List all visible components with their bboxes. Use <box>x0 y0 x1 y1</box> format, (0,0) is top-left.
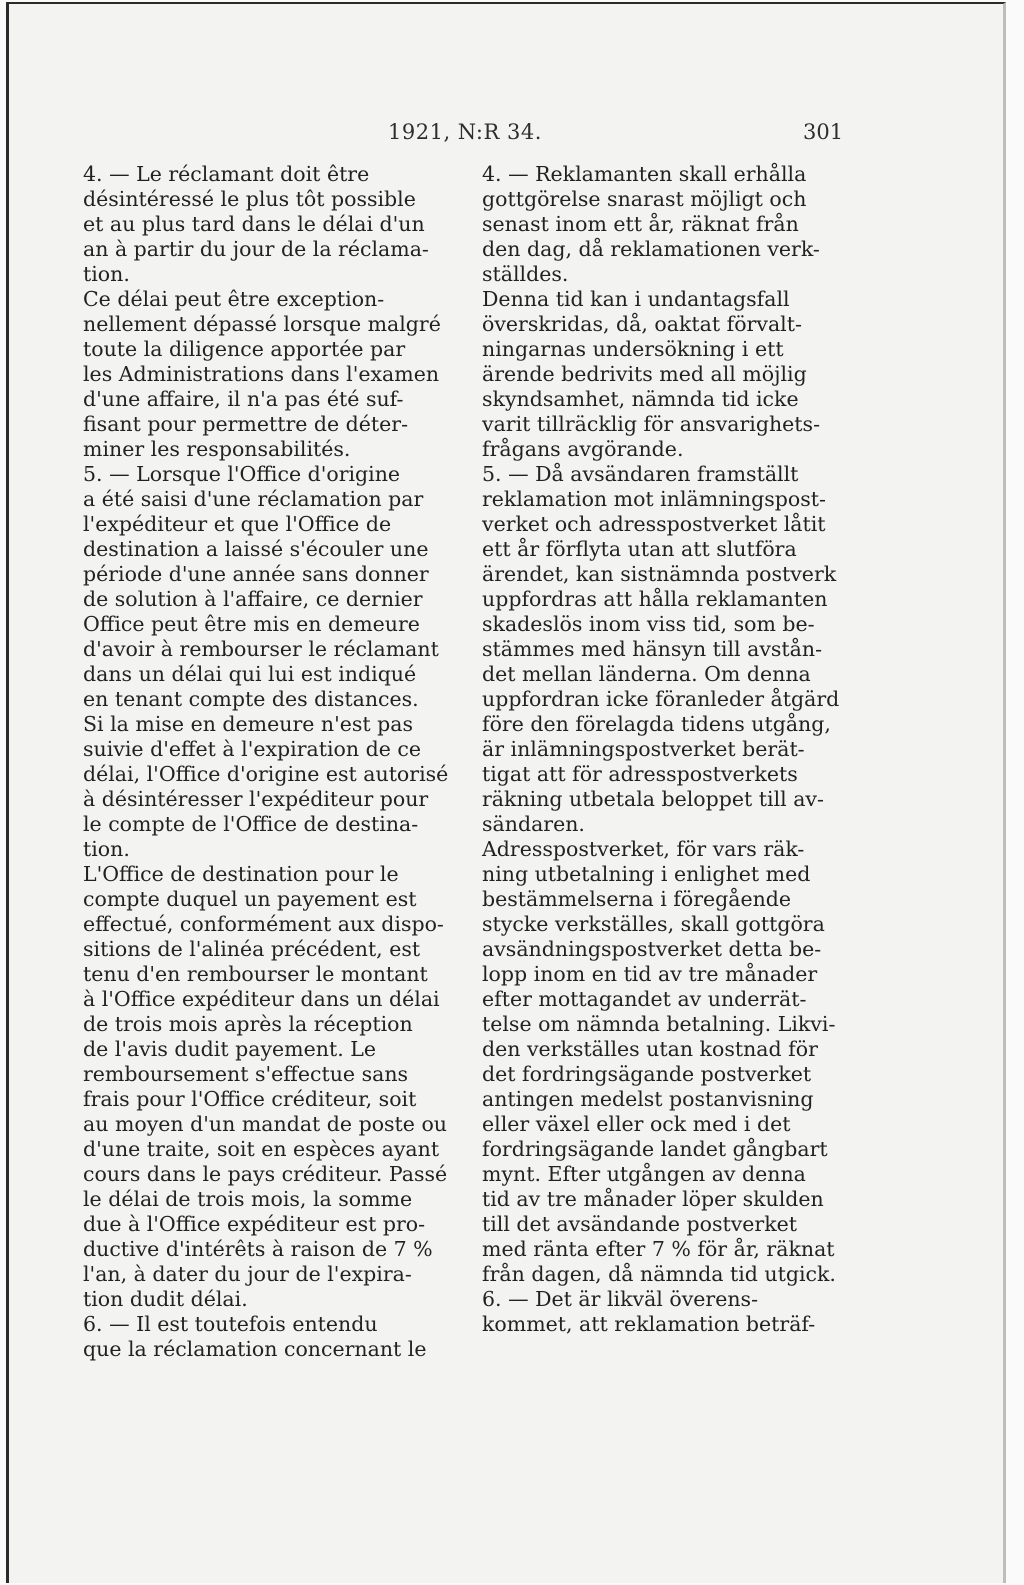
swedish-paragraph-article-6: 6. — Det är likväl överens- kommet, att reklamation beträf- <box>482 1287 816 1336</box>
swedish-paragraph-article-5: 5. — Då avsändaren framställt reklamation mot inlämningspost- verket och adresspostverket låtit ett år förflyta utan att slutföra ärendet, kan sistnämnda postverk uppfordras att hålla reklamanten skadeslös inom viss tid, som be- stämmes med hänsyn till avstån- det mellan länderna. Om denna uppfordran icke föranleder åtgärd före den förelagda tidens utgång, är inlämningspostverket berät- tigat att för adresspostverkets räkning utbetala beloppet till av- sändaren. <box>482 462 840 836</box>
swedish-paragraph-reimbursement: Adresspostverket, för vars räk- ning utbetalning i enlighet med bestämmelserna i föregående stycke verkställes, skall gottgöra avsändningspostverket detta be- lopp inom en tid av tre månader efter mottagandet av underrät- telse om nämnda betalning. Likvi- den verkställes utan kostnad för det fordringsägande postverket antingen medelst postanvisning eller växel eller ock med i det fordringsägande landet gångbart mynt. Efter utgången av denna tid av tre månader löper skulden till det avsändande postverket med ränta efter 7 % för år, räknat från dagen, då nämnda tid utgick. <box>482 837 836 1286</box>
swedish-text-column <box>482 162 862 1337</box>
french-paragraph-article-6: 6. — Il est toutefois entendu que la réclamation concernant le <box>83 1312 427 1361</box>
running-header <box>0 120 1024 146</box>
french-paragraph-delay-exception: Ce délai peut être exception- nellement dépassé lorsque malgré toute la diligence apportée par les Administrations dans l'examen d'une affaire, il n'a pas été suf- fisant pour permettre de déter- miner les responsabilités. <box>83 287 441 461</box>
french-text-column <box>83 162 461 1362</box>
french-paragraph-article-5: 5. — Lorsque l'Office d'origine a été saisi d'une réclamation par l'expéditeur et que l'Office de destination a laissé s'écouler une période d'une année sans donner de solution à l'affaire, ce dernier Office peut être mis en demeure d'avoir à rembourser le réclamant dans un délai qui lui est indiqué en tenant compte des distances. Si la mise en demeure n'est pas suivie d'effet à l'expiration de ce délai, l'Office d'origine est autorisé à désintéresser l'expéditeur pour le compte de l'Office de destina- tion. <box>83 462 449 861</box>
issue-reference: 1921, N:R 34. <box>388 120 542 144</box>
french-paragraph-reimbursement: L'Office de destination pour le compte duquel un payement est effectué, conformément aux dispo- sitions de l'alinéa précédent, est tenu d'en rembourser le montant à l'Office expéditeur dans un délai de trois mois après la réception de l'avis dudit payement. Le remboursement s'effectue sans frais pour l'Office créditeur, soit au moyen d'un mandat de poste ou d'une traite, soit en espèces ayant cours dans le pays créditeur. Passé le délai de trois mois, la somme due à l'Office expéditeur est pro- ductive d'intérêts à raison de 7 % l'an, à dater du jour de l'expira- tion dudit délai. <box>83 862 448 1311</box>
swedish-paragraph-delay-exception: Denna tid kan i undantagsfall överskridas, då, oaktat förvalt- ningarnas undersökning i ett ärende bedrivits med all möjlig skyndsamhet, nämnda tid icke varit tillräcklig för ansvarighets- frågans avgörande. <box>482 287 820 461</box>
page-number: 301 <box>803 120 844 144</box>
swedish-paragraph-article-4: 4. — Reklamanten skall erhålla gottgörelse snarast möjligt och senast inom ett år, räknat från den dag, då reklamationen verk- ställdes. <box>482 162 820 286</box>
french-paragraph-article-4: 4. — Le réclamant doit être désintéressé le plus tôt possible et au plus tard dans le délai d'un an à partir du jour de la réclama- tion. <box>83 162 429 286</box>
